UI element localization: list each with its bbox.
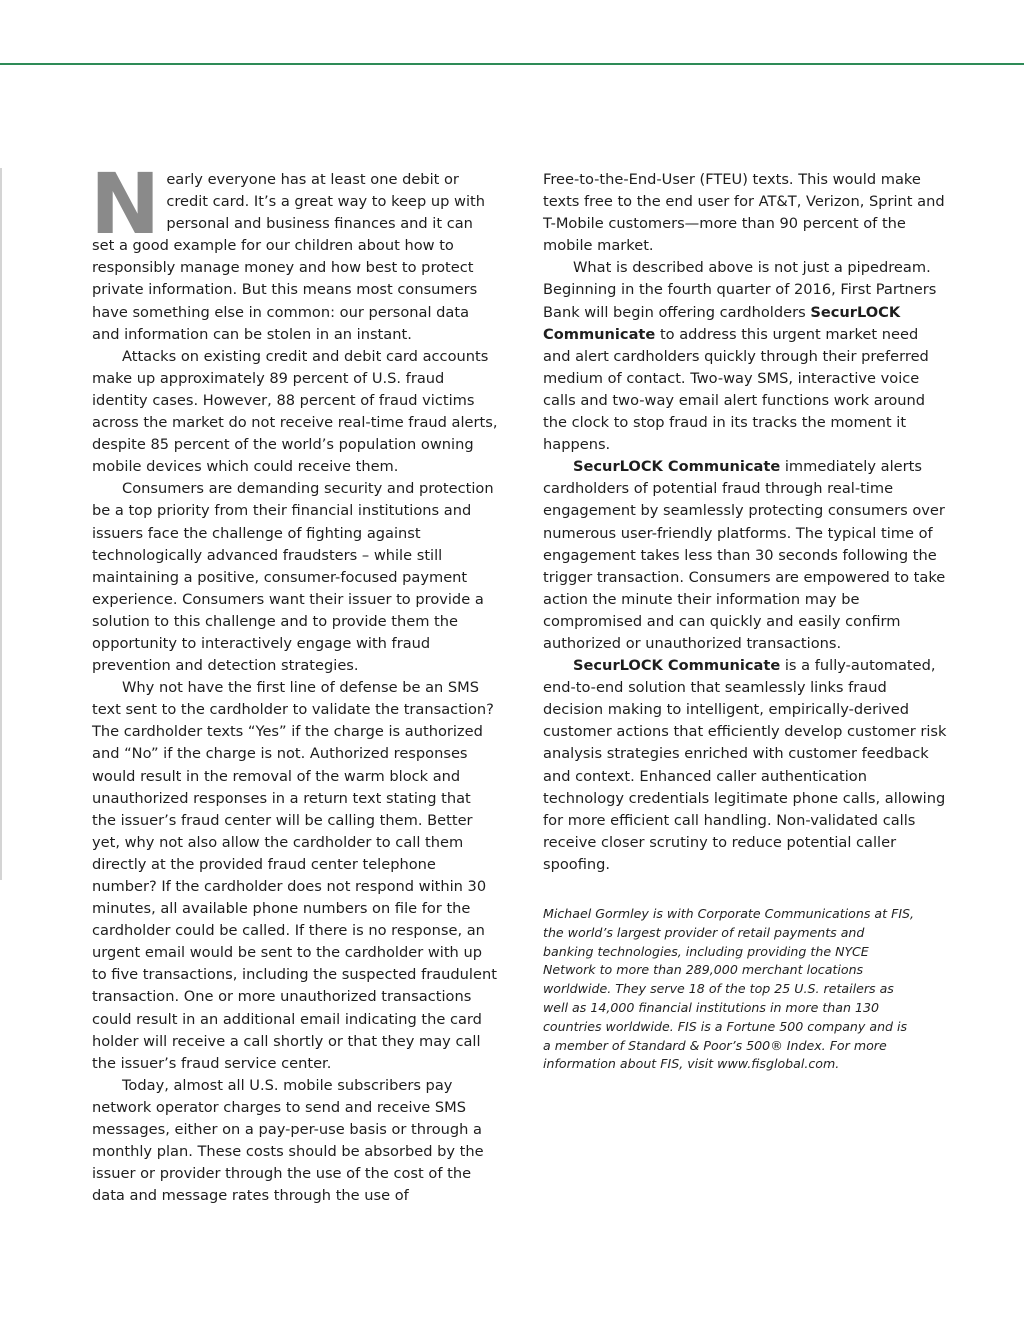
pipedream-text-a: What is described above is not just a pipedream. Beginning in the fourth quarter of 2016, First Partners Bank will begin offering cardholders [543, 259, 937, 321]
product-name: SecurLOCK Communicate [573, 458, 781, 476]
paragraph-fteu: Free-to-the-End-User (FTEU) texts. This would make texts free to the end user for AT&T, Verizon, Sprint and T-Mobile customers—more than 90 percent of the mobile market. [543, 171, 945, 255]
paragraph-consumers: Consumers are demanding security and protection be a top priority from their financial institutions and issuers face the challenge of fighting against technologically advanced fraudsters – while still maintaining a positive, consumer-focused payment experience. Consumers want their issuer to provide a solution to this challenge and to provide them the opportunity to interactively engage with fraud prevention and detection strategies. [92, 480, 494, 675]
paragraph-automated [543, 655, 949, 876]
pipedream-text-b: to address this urgent market need and alert cardholders quickly through their preferred medium of contact. Two-way SMS, interactive voice calls and two-way email alert functions work around the clock to stop fraud in its tracks the moment it happens. [543, 325, 929, 454]
paragraph-alerts [543, 456, 949, 655]
product-name: SecurLOCK Communicate [573, 657, 781, 675]
left-margin-rule [0, 168, 2, 880]
drop-cap: N [90, 155, 161, 253]
alerts-text: immediately alerts cardholders of potential fraud through real-time engagement by seamlessly protecting consumers over numerous user-friendly platforms. The typical time of engagement takes less than 30 seconds following the trigger transaction. Consumers are empowered to take action the minute their information may be compromised and can quickly and easily confirm authorized or unauthorized transactions. [543, 458, 946, 652]
automated-text: is a fully-automated, end-to-end solution that seamlessly links fraud decision making to intelligent, empirically-derived customer actions that efficiently develop customer risk analysis strategies enriched with customer feedback and context. Enhanced caller authentication technology credentials legitimate phone calls, allowing for more efficient call handling. Non-validated calls receive closer scrutiny to reduce potential caller spoofing. [543, 657, 947, 873]
paragraph-attacks: Attacks on existing credit and debit card accounts make up approximately 89 percent of U.S. fraud identity cases. However, 88 percent of fraud victims across the market do not receive real-time fraud alerts, despite 85 percent of the world’s population owning mobile devices which could receive them. [92, 347, 498, 476]
paragraph-sms-defense: Why not have the first line of defense be an SMS text sent to the cardholder to validate the transaction? The cardholder texts “Yes” if the charge is authorized and “No” if the charge is not. Authorized responses would result in the removal of the warm block and unauthorized responses in a return text stating that the issuer’s fraud center will be calling them. Better yet, why not also allow the cardholder to call them directly at the provided fraud center telephone number? If the cardholder does not respond within 30 minutes, all available phone numbers on file for the cardholder could be called. If there is no response, an urgent email would be sent to the cardholder with up to five transactions, including the suspected fraudulent transaction. One or more unauthorized transactions could result in an additional email indicating the card holder will receive a call shortly or that they may call the issuer’s fraud service center. [92, 679, 497, 1072]
intro-text: early everyone has at least one debit or credit card. It’s a great way to keep up with personal and business finances and it can set a good example for our children about how to responsibly manage money and how best to protect private information. But this means most consumers have something else in common: our personal data and information can be stolen in an instant. [92, 171, 485, 343]
product-name: SecurLOCK Communicate [543, 303, 901, 343]
paragraph-intro [90, 155, 498, 346]
author-bio: Michael Gormley is with Corporate Communications at FIS, the world’s largest provider of retail payments and banking technologies, including providing the NYCE Network to more than 289,000 merchant locations worldwide. They serve 18 of the top 25 U.S. retailers as well as 14,000 financial institutions in more than 130 countries worldwide. FIS is a Fortune 500 company and is a member of Standard & Poor’s 500® Index. For more information about FIS, visit www.fisglobal.com. [543, 906, 915, 1072]
top-rule [0, 63, 1024, 65]
paragraph-subscribers: Today, almost all U.S. mobile subscribers pay network operator charges to send and receive SMS messages, either on a pay-per-use basis or through a monthly plan. These costs should be absorbed by the issuer or provider through the use of the cost of the data and message rates through the use of [92, 1076, 484, 1205]
article-column-right [543, 169, 949, 876]
article-column-left [90, 155, 498, 1207]
paragraph-pipedream [543, 257, 949, 456]
